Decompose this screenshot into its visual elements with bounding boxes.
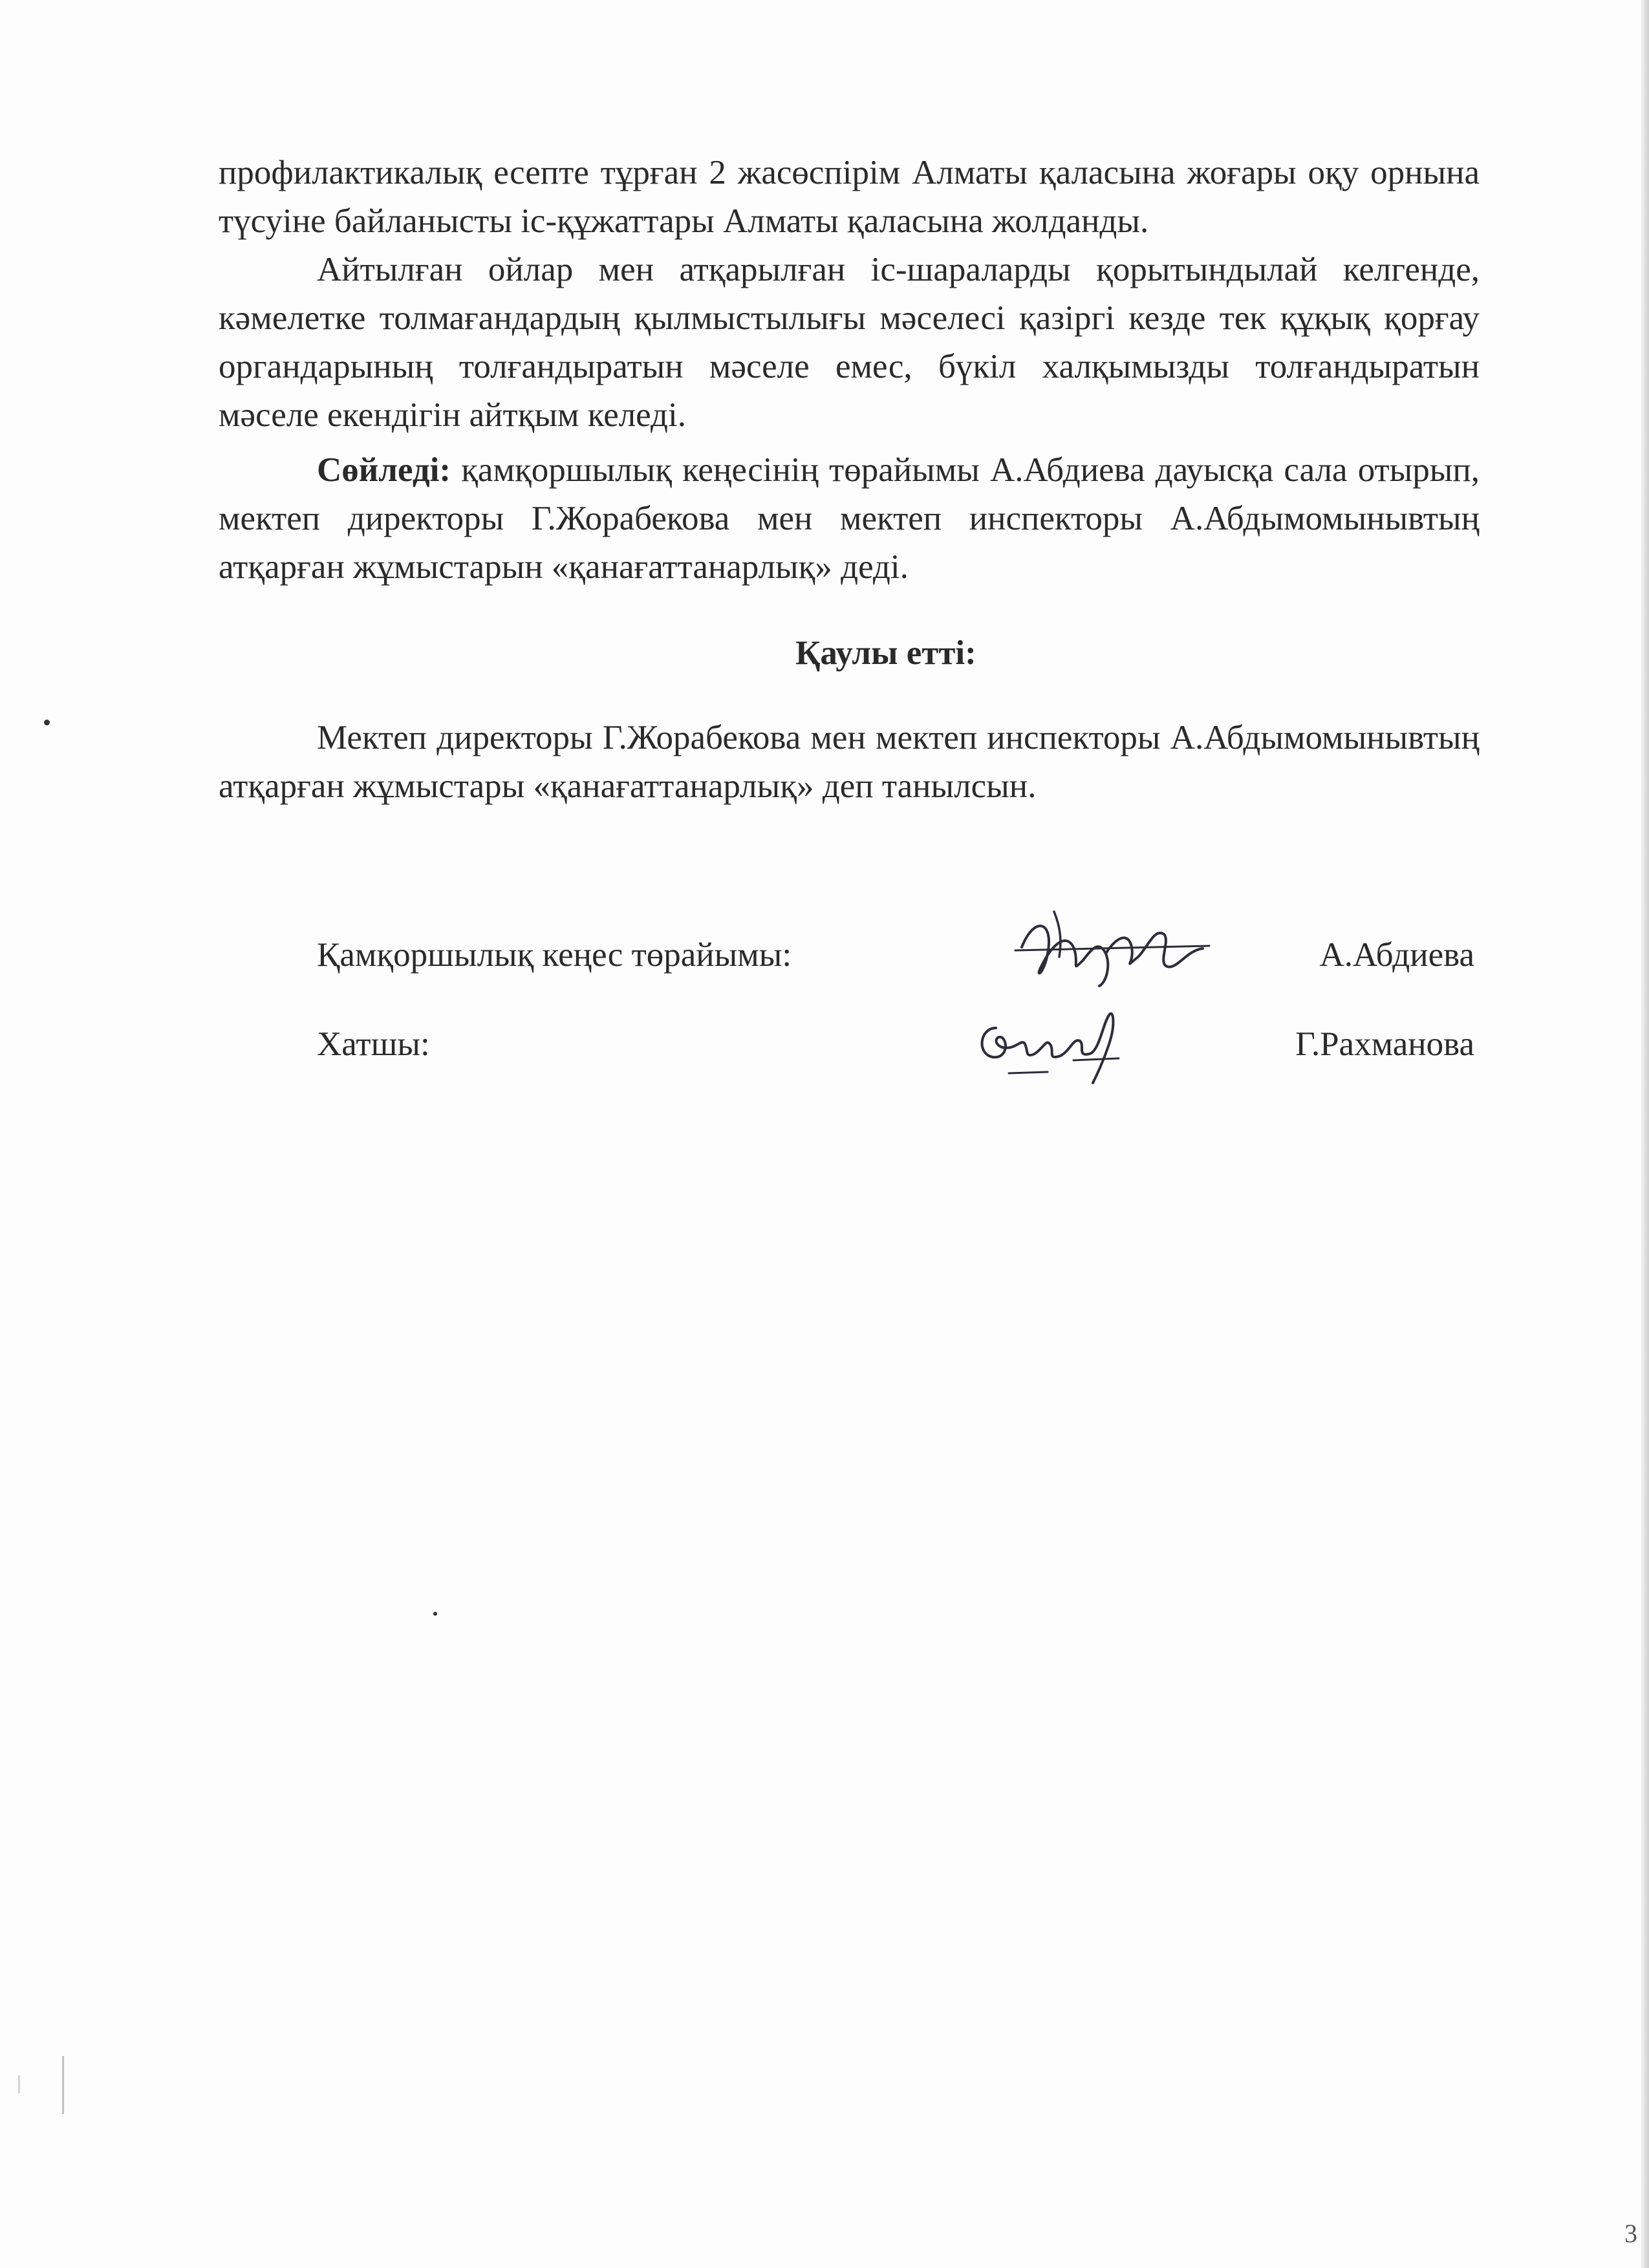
scan-speck — [44, 720, 50, 725]
paragraph-1: профилактикалық есепте тұрған 2 жасөспірім Алматы қаласына жоғары оқу орнына түсуіне байланысты іс-құжаттары Алматы қаласына жолданды. — [219, 154, 1480, 240]
chair-label: Қамқоршылық кеңес төрайымы: — [317, 936, 792, 974]
paragraph-3 — [219, 446, 1480, 592]
secretary-label: Хатшы: — [317, 1025, 430, 1063]
secretary-signature — [970, 999, 1138, 1089]
paragraph-3-body: қамқоршылық кеңесінің төрайымы А.Абдиева дауысқа сала отырып, мектеп директоры Г.Жорабекова мен мектеп инспекторы А.Абдымомынывтың атқарған жұмыстарын «қанағаттанарлық» деді. — [219, 451, 1480, 586]
scan-artifact — [62, 2056, 64, 2114]
chair-name: А.Абдиева — [1319, 936, 1474, 974]
scan-speck — [433, 1612, 437, 1616]
speaker-lead: Сөйледі: — [317, 451, 451, 489]
resolution-heading: Қаулы етті: — [795, 634, 976, 672]
scan-edge-shadow — [1641, 0, 1649, 2268]
page-number: 3 — [1624, 2219, 1637, 2248]
chair-signature — [1009, 902, 1216, 999]
secretary-name: Г.Рахманова — [1295, 1025, 1474, 1063]
scan-artifact — [18, 2075, 20, 2093]
paragraph-4: Мектеп директоры Г.Жорабекова мен мектеп инспекторы А.Абдымомынывтың атқарған жұмыстары «қанағаттанарлық» деп танылсын. — [219, 719, 1480, 805]
paragraph-2: Айтылған ойлар мен атқарылған іс-шараларды қорытындылай келгенде, кәмелетке толмағандардың қылмыстылығы мәселесі қазіргі кезде тек құқық қорғау органдарының толғандыратын мәселе емес, бүкіл халқымызды толғандыратын мәселе екендігін айтқым келеді. — [219, 251, 1480, 434]
